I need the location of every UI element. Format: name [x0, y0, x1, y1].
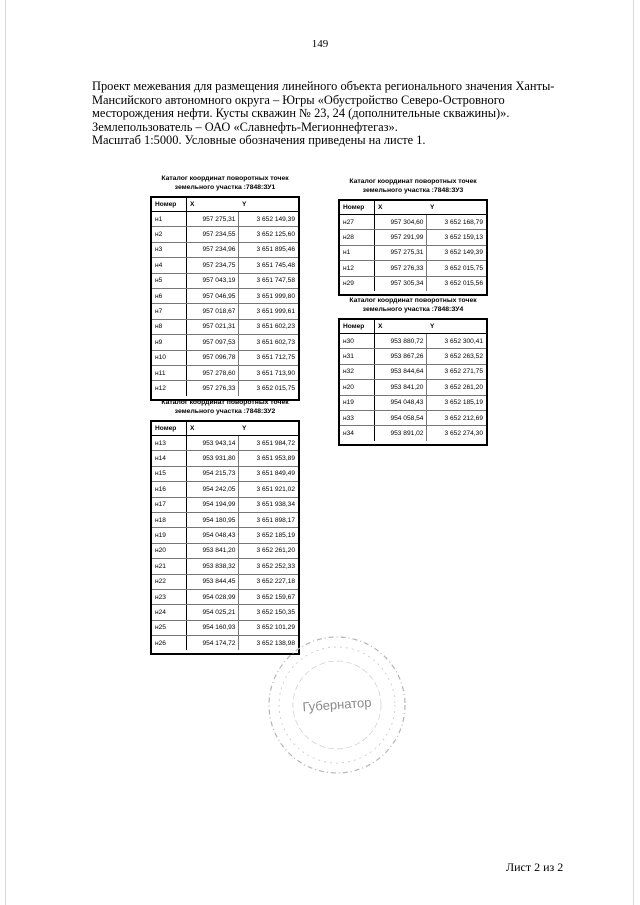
y-coordinate-cell: 3 652 271,75 — [427, 364, 486, 379]
y-coordinate-cell: 3 652 261,20 — [239, 543, 298, 558]
x-coordinate-cell: 953 838,32 — [187, 559, 239, 574]
point-number-cell: н21 — [152, 559, 187, 574]
x-coordinate-cell: 957 305,34 — [375, 276, 427, 291]
table-row — [152, 497, 298, 512]
y-coordinate-cell: 3 652 159,13 — [427, 230, 486, 245]
point-number-cell: н29 — [340, 276, 375, 291]
header-x: X — [187, 198, 239, 212]
table-row — [152, 605, 298, 620]
catalog-title — [150, 398, 300, 416]
table-row — [340, 364, 486, 379]
table-row — [340, 215, 486, 230]
point-number-cell: н20 — [152, 543, 187, 558]
x-coordinate-cell: 954 242,05 — [187, 482, 239, 497]
table-row — [152, 304, 298, 319]
x-coordinate-cell: 957 304,60 — [375, 215, 427, 230]
table-header-row — [152, 422, 298, 436]
sheet-label: Лист 2 из 2 — [506, 860, 564, 874]
y-coordinate-cell: 3 652 015,75 — [427, 261, 486, 276]
catalog-title-line: земельного участка :7848:ЗУ3 — [362, 187, 464, 194]
x-coordinate-cell: 957 275,31 — [187, 212, 239, 227]
y-coordinate-cell: 3 651 953,89 — [239, 451, 298, 466]
y-coordinate-cell: 3 652 150,35 — [239, 605, 298, 620]
y-coordinate-cell: 3 652 227,18 — [239, 574, 298, 589]
point-number-cell: н3 — [152, 242, 187, 257]
table-row — [152, 482, 298, 497]
header-y: Y — [427, 201, 486, 215]
table-row — [152, 512, 298, 527]
header-line: Землепользователь – ОАО «Славнефть-Мегионнефтегаз». — [92, 119, 398, 134]
y-coordinate-cell: 3 652 212,69 — [427, 410, 486, 425]
point-number-cell: н16 — [152, 482, 187, 497]
header-x: X — [375, 201, 427, 215]
table-row — [152, 589, 298, 604]
header-line: Проект межевания для размещения линейного объекта регионального значения Ханты- — [92, 79, 555, 93]
table-row — [340, 380, 486, 395]
catalog-title-line: Каталог координат поворотных точек — [161, 175, 289, 182]
table-row — [340, 426, 486, 441]
table-row — [340, 349, 486, 364]
point-number-cell: н28 — [340, 230, 375, 245]
point-number-cell: н7 — [152, 304, 187, 319]
x-coordinate-cell: 957 097,53 — [187, 335, 239, 350]
coordinates-table-frame — [150, 420, 300, 655]
y-coordinate-cell: 3 652 300,41 — [427, 334, 486, 349]
point-number-cell: н24 — [152, 605, 187, 620]
table-row — [152, 350, 298, 365]
catalog-zu2 — [150, 398, 300, 655]
x-coordinate-cell: 954 028,99 — [187, 589, 239, 604]
table-row — [152, 543, 298, 558]
point-number-cell: н13 — [152, 436, 187, 451]
point-number-cell: н27 — [340, 215, 375, 230]
table-row — [152, 319, 298, 334]
governor-seal-stamp — [262, 630, 412, 780]
table-row — [340, 410, 486, 425]
coordinates-table — [152, 198, 298, 396]
table-row — [340, 245, 486, 260]
y-coordinate-cell: 3 652 101,29 — [239, 620, 298, 635]
catalog-title — [338, 296, 488, 314]
table-row — [152, 451, 298, 466]
y-coordinate-cell: 3 652 168,79 — [427, 215, 486, 230]
x-coordinate-cell: 957 278,60 — [187, 365, 239, 380]
table-row — [340, 334, 486, 349]
x-coordinate-cell: 957 276,33 — [375, 261, 427, 276]
header-number: Номер — [152, 198, 187, 212]
header-y: Y — [239, 422, 298, 436]
point-number-cell: н32 — [340, 364, 375, 379]
stamp-text: Губернатор — [302, 694, 372, 715]
coordinates-table-frame — [338, 318, 488, 446]
x-coordinate-cell: 953 844,45 — [187, 574, 239, 589]
table-row — [152, 242, 298, 257]
point-number-cell: н8 — [152, 319, 187, 334]
x-coordinate-cell: 953 891,02 — [375, 426, 427, 441]
point-number-cell: н19 — [152, 528, 187, 543]
y-coordinate-cell: 3 652 125,60 — [239, 227, 298, 242]
x-coordinate-cell: 953 931,80 — [187, 451, 239, 466]
x-coordinate-cell: 957 021,31 — [187, 319, 239, 334]
point-number-cell: н15 — [152, 466, 187, 481]
coordinates-table — [152, 422, 298, 650]
table-header-row — [340, 320, 486, 334]
table-row — [152, 436, 298, 451]
y-coordinate-cell: 3 652 015,56 — [444, 280, 483, 288]
point-number-cell: н2 — [152, 227, 187, 242]
x-coordinate-cell: 957 018,67 — [187, 304, 239, 319]
table-row — [340, 230, 486, 245]
catalog-title-line: земельного участка :7848:ЗУ4 — [362, 306, 464, 313]
x-coordinate-cell: 957 275,31 — [375, 245, 427, 260]
x-coordinate-cell: 954 160,93 — [187, 620, 239, 635]
y-coordinate-cell: 3 652 149,39 — [239, 212, 298, 227]
x-coordinate-cell: 954 215,73 — [187, 466, 239, 481]
table-row — [152, 212, 298, 227]
y-coordinate-cell: 3 652 274,30 — [444, 430, 483, 438]
table-header-row — [152, 198, 298, 212]
point-number-cell: н6 — [152, 288, 187, 303]
table-row — [152, 365, 298, 380]
catalog-title-line: земельного участка :7848:ЗУ2 — [174, 408, 276, 415]
scan-edge-right — [633, 0, 634, 905]
point-number-cell: н11 — [152, 365, 187, 380]
y-coordinate-cell: 3 652 138,98 — [256, 639, 295, 647]
x-coordinate-cell: 954 180,95 — [187, 512, 239, 527]
y-coordinate-cell: 3 651 999,80 — [239, 288, 298, 303]
y-coordinate-cell: 3 651 602,23 — [239, 319, 298, 334]
x-coordinate-cell: 957 276,33 — [187, 381, 239, 396]
y-coordinate-cell: 3 652 159,67 — [239, 589, 298, 604]
catalog-zu4 — [338, 296, 488, 446]
header-line: месторождения нефти. Кусты скважин № 23, 24 (дополнительные скважины)». — [92, 106, 510, 121]
point-number-cell: н22 — [152, 574, 187, 589]
coordinates-table — [340, 201, 486, 291]
catalog-title-line: Каталог координат поворотных точек — [349, 178, 477, 185]
point-number-cell: н25 — [152, 620, 187, 635]
point-number-cell: н19 — [340, 395, 375, 410]
y-coordinate-cell: 3 652 185,19 — [427, 395, 486, 410]
point-number-cell: н30 — [340, 334, 375, 349]
point-number-cell: н33 — [340, 410, 375, 425]
table-row — [152, 559, 298, 574]
point-number-cell: н26 — [152, 636, 187, 651]
table-row — [152, 574, 298, 589]
table-row — [152, 273, 298, 288]
header-x: X — [187, 422, 239, 436]
header-x: X — [375, 320, 427, 334]
y-coordinate-cell: 3 652 261,20 — [427, 380, 486, 395]
y-coordinate-cell: 3 651 713,90 — [239, 365, 298, 380]
y-coordinate-cell: 3 651 712,75 — [239, 350, 298, 365]
point-number-cell: н1 — [152, 212, 187, 227]
header-y: Y — [239, 198, 298, 212]
y-coordinate-cell: 3 652 263,52 — [427, 349, 486, 364]
x-coordinate-cell: 957 046,95 — [187, 288, 239, 303]
x-coordinate-cell: 954 025,21 — [187, 605, 239, 620]
table-row — [152, 466, 298, 481]
y-coordinate-cell: 3 651 602,73 — [239, 335, 298, 350]
table-row — [340, 276, 486, 291]
y-coordinate-cell: 3 651 999,61 — [239, 304, 298, 319]
x-coordinate-cell: 953 867,26 — [375, 349, 427, 364]
catalog-zu1 — [150, 174, 300, 401]
scan-edge-left — [5, 0, 6, 905]
header-y: Y — [427, 320, 486, 334]
y-coordinate-cell: 3 651 849,49 — [239, 466, 298, 481]
x-coordinate-cell: 954 174,72 — [187, 636, 239, 651]
header-number: Номер — [152, 422, 187, 436]
table-header-row — [340, 201, 486, 215]
point-number-cell: н31 — [340, 349, 375, 364]
header-number: Номер — [340, 320, 375, 334]
y-coordinate-cell: 3 651 984,72 — [239, 436, 298, 451]
x-coordinate-cell: 953 943,14 — [187, 436, 239, 451]
header-line: Мансийского автономного округа – Югры «Обустройство Северо-Островного — [92, 92, 505, 107]
y-coordinate-cell: 3 651 898,17 — [239, 512, 298, 527]
x-coordinate-cell: 957 291,99 — [375, 230, 427, 245]
point-number-cell: н12 — [152, 381, 187, 396]
y-coordinate-cell: 3 651 745,48 — [239, 258, 298, 273]
table-row — [152, 288, 298, 303]
catalog-zu3 — [338, 177, 488, 296]
point-number-cell: н12 — [340, 261, 375, 276]
y-coordinate-cell: 3 652 149,39 — [427, 245, 486, 260]
catalog-title-line: Каталог координат поворотных точек — [349, 297, 477, 304]
y-coordinate-cell: 3 652 015,75 — [256, 384, 295, 392]
y-coordinate-cell: 3 651 938,34 — [239, 497, 298, 512]
catalog-title-line: земельного участка :7848:ЗУ1 — [174, 184, 276, 191]
point-number-cell: н9 — [152, 335, 187, 350]
x-coordinate-cell: 954 048,43 — [187, 528, 239, 543]
x-coordinate-cell: 954 194,99 — [187, 497, 239, 512]
catalog-title-line: Каталог координат поворотных точек — [161, 399, 289, 406]
x-coordinate-cell: 957 234,75 — [187, 258, 239, 273]
point-number-cell: н1 — [340, 245, 375, 260]
table-row — [152, 381, 298, 396]
x-coordinate-cell: 957 234,96 — [187, 242, 239, 257]
point-number-cell: н4 — [152, 258, 187, 273]
header-number: Номер — [340, 201, 375, 215]
point-number-cell: н5 — [152, 273, 187, 288]
catalog-title — [150, 174, 300, 192]
point-number-cell: н23 — [152, 589, 187, 604]
table-row — [152, 227, 298, 242]
coordinates-table-frame — [338, 199, 488, 296]
x-coordinate-cell: 953 880,72 — [375, 334, 427, 349]
x-coordinate-cell: 953 841,20 — [375, 380, 427, 395]
catalog-title — [338, 177, 488, 195]
point-number-cell: н34 — [340, 426, 375, 441]
point-number-cell: н14 — [152, 451, 187, 466]
x-coordinate-cell: 953 841,20 — [187, 543, 239, 558]
x-coordinate-cell: 957 043,19 — [187, 273, 239, 288]
x-coordinate-cell: 957 234,55 — [187, 227, 239, 242]
y-coordinate-cell: 3 651 747,58 — [239, 273, 298, 288]
x-coordinate-cell: 954 048,43 — [375, 395, 427, 410]
coordinates-table — [340, 320, 486, 441]
point-number-cell: н20 — [340, 380, 375, 395]
x-coordinate-cell: 954 058,54 — [375, 410, 427, 425]
x-coordinate-cell: 957 096,78 — [187, 350, 239, 365]
page-number: 149 — [311, 38, 329, 50]
y-coordinate-cell: 3 652 185,19 — [239, 528, 298, 543]
point-number-cell: н10 — [152, 350, 187, 365]
header-line: Масштаб 1:5000. Условные обозначения приведены на листе 1. — [92, 133, 426, 148]
point-number-cell: н17 — [152, 497, 187, 512]
table-row — [340, 395, 486, 410]
table-row — [152, 258, 298, 273]
y-coordinate-cell: 3 651 921,02 — [239, 482, 298, 497]
point-number-cell: н18 — [152, 512, 187, 527]
table-row — [340, 261, 486, 276]
document-header — [92, 80, 562, 148]
table-row — [152, 335, 298, 350]
y-coordinate-cell: 3 651 895,46 — [239, 242, 298, 257]
coordinates-table-frame — [150, 196, 300, 401]
table-row — [152, 528, 298, 543]
x-coordinate-cell: 953 844,64 — [375, 364, 427, 379]
y-coordinate-cell: 3 652 252,33 — [239, 559, 298, 574]
